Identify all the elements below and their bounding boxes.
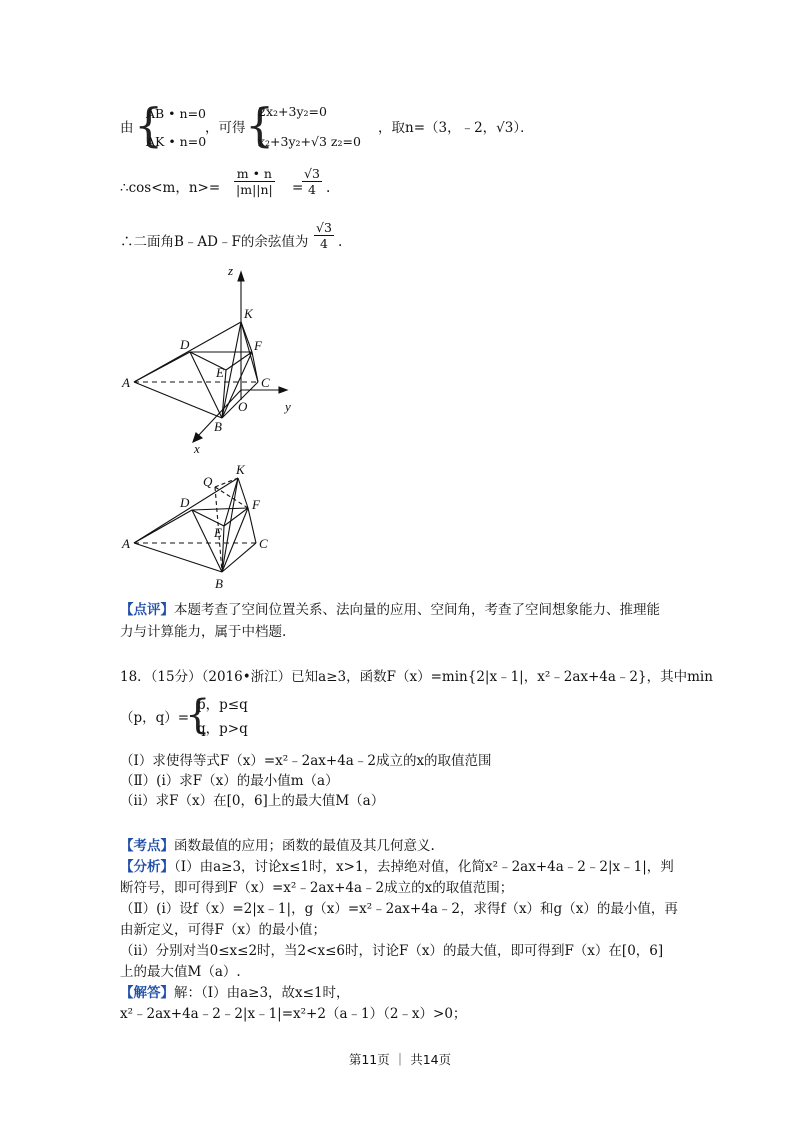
fraction-dihedral (314, 220, 334, 251)
label-y: y (285, 399, 291, 414)
problem-18-case-2: q，p>q (197, 721, 248, 737)
text-ke-de: ，可得 (205, 120, 246, 136)
jieda-line-1 (120, 983, 350, 1003)
label-z: z (228, 263, 234, 278)
equation-b1: 2x₂+3y₂=0 (258, 104, 327, 119)
jieda-line-2: x²﹣2ax+4a﹣2﹣2|x﹣1|=x²+2（a﹣1）（2﹣x）>0； (120, 1006, 467, 1022)
z-axis-arrow (238, 272, 244, 281)
text-take-n: ，取n=（3，﹣2，√3）． (378, 120, 534, 136)
fenxi-line-2: 断符号，即可得到F（x）=x²﹣2ax+4a﹣2成立的x的取值范围； (120, 880, 514, 896)
geometry-figure-2 (110, 460, 290, 592)
left-brace-2: { (245, 98, 275, 152)
jieda-tag: 【解答】 (120, 985, 174, 1001)
equation-ab-dot-n: AB • n=0 (146, 106, 207, 121)
fraction-dihedral-numerator: √3 (316, 220, 332, 235)
problem-18-part-2ii: （ii）求F（x）在[0，6]上的最大值M（a） (120, 793, 385, 809)
label-e: E (214, 525, 222, 540)
fenxi-line-5: （ii）分别对当0≤x≤2时，当2<x≤6时，讨论F（x）的最大值，即可得到F（x）在[0，6] (120, 943, 664, 959)
text-cos-lhs: ∴cos<m，n>= (120, 180, 221, 196)
problem-18-case-1: p，p≤q (197, 697, 248, 713)
geometry-figure-1 (110, 262, 330, 462)
label-d: D (180, 337, 190, 352)
comment-tag: 【点评】 (120, 602, 174, 618)
fraction-cos-denominator: |m||n| (236, 182, 273, 197)
equation-ak-dot-n: AK • n=0 (146, 134, 207, 149)
problem-18-minpq: （p，q）= (120, 710, 190, 726)
label-k: K (236, 462, 245, 477)
label-f: F (252, 497, 260, 512)
problem-18-part-2i: （Ⅱ）(i）求F（x）的最小值m（a） (120, 773, 339, 789)
label-a: A (122, 375, 130, 390)
fenxi-line-4: 由新定义，可得F（x）的最小值； (120, 922, 326, 938)
label-x: x (194, 441, 200, 456)
label-e: E (216, 365, 224, 380)
fenxi-line-3: （Ⅱ）(i）设f（x）=2|x﹣1|，g（x）=x²﹣2ax+4a﹣2，求得f（x）和g（x）的最小值，再 (120, 901, 678, 917)
label-a: A (122, 536, 130, 551)
jieda-text-1: 解：（Ⅰ）由a≥3，故x≤1时， (174, 985, 350, 1001)
page-footer: 第11页 ｜ 共14页 (348, 1052, 452, 1067)
left-brace-3: { (185, 692, 211, 738)
label-k: K (244, 306, 253, 321)
fraction-cos-value-numerator: √3 (304, 166, 320, 181)
label-q: Q (203, 474, 213, 489)
kaodian-text: 函数最值的应用；函数的最值及其几何意义. (174, 838, 435, 854)
y-axis-arrow (279, 387, 287, 393)
label-b: B (214, 419, 222, 434)
text-cos-eq: = (292, 180, 304, 196)
fenxi-tag: 【分析】 (120, 859, 174, 875)
label-b: B (215, 576, 223, 591)
text-cos-end: . (326, 180, 331, 196)
comment-line-1 (120, 600, 660, 620)
comment-text-1: 本题考查了空间位置关系、法向量的应用、空间角，考查了空间想象能力、推理能 (174, 602, 660, 618)
problem-18-header: 18．（15分）（2016•浙江）已知a≥3，函数F（x）=min{2|x﹣1|，x²﹣2ax+4a﹣2}，其中min (120, 669, 713, 685)
comment-line-2: 力与计算能力，属于中档题. (120, 624, 287, 640)
label-f: F (254, 338, 262, 353)
text-dihedral: ∴二面角B﹣AD﹣F的余弦值为 (120, 234, 309, 250)
text-lead-you: 由 (120, 120, 134, 136)
fraction-cos-value (302, 166, 322, 197)
fenxi-text-1: （Ⅰ）由a≥3，讨论x≤1时，x>1，去掉绝对值，化简x²﹣2ax+4a﹣2﹣2|x﹣1|，判 (174, 859, 674, 875)
label-o: O (238, 399, 248, 414)
problem-18-part-1: （Ⅰ）求使得等式F（x）=x²﹣2ax+4a﹣2成立的x的取值范围 (120, 753, 492, 769)
label-c: C (261, 375, 270, 390)
fraction-cos-value-denominator: 4 (307, 182, 316, 197)
fenxi-line-1 (120, 857, 674, 877)
fraction-dihedral-denominator: 4 (319, 236, 328, 251)
label-d: D (180, 495, 190, 510)
fraction-cos-numerator: m • n (234, 166, 275, 182)
label-c: C (259, 536, 268, 551)
fenxi-line-6: 上的最大值M（a）. (120, 964, 241, 980)
equation-b2: x₂+3y₂+√3 z₂=0 (258, 134, 361, 149)
kaodian-line (120, 836, 435, 856)
fraction-cos (234, 166, 275, 197)
left-brace-1: { (134, 98, 164, 152)
kaodian-tag: 【考点】 (120, 838, 174, 854)
text-dihedral-end: . (338, 234, 343, 250)
